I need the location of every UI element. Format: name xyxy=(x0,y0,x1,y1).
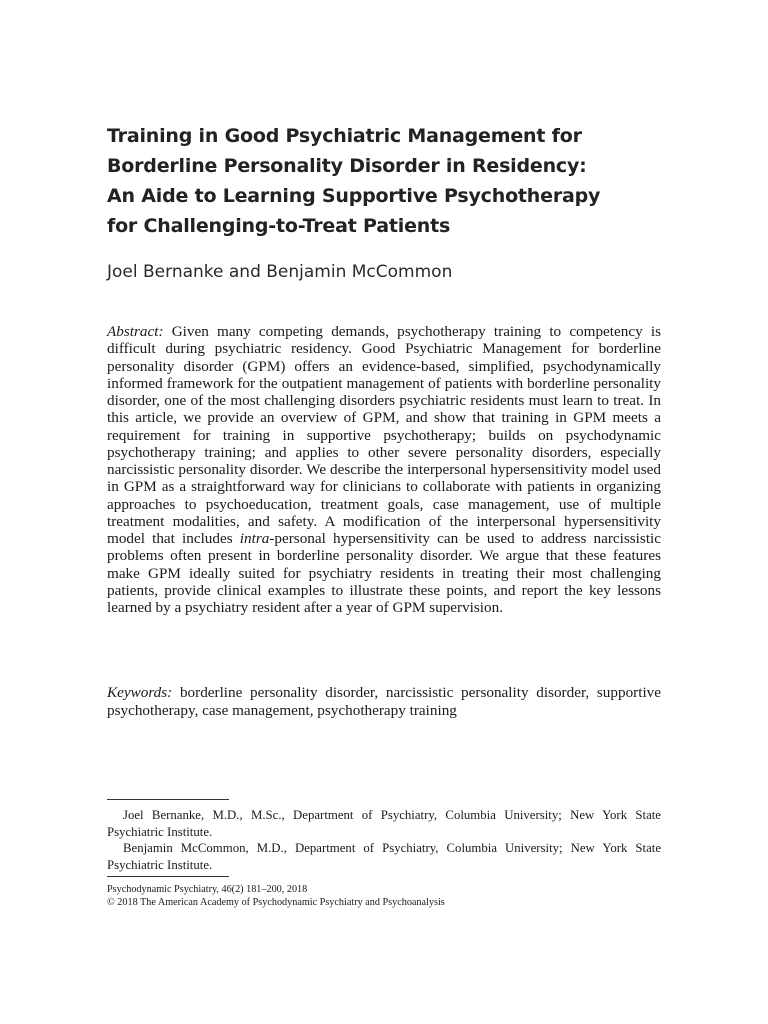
abstract-text-part-1: Given many competing demands, psychotherapy training to competency is difficult during psychiatric residency. Good Psychiatric Management for borderline personality disorder (GPM) offers an evidence-based, simplified, psychodynamically informed framework for the outpatient management of patients with borderline personality disorder, one of the most challenging disorders psychiatric residents must learn to treat. In this article, we provide an overview of GPM, and show that training in GPM meets a requirement for training in supportive psychotherapy; builds on psychodynamic psychotherapy training; and applies to other severe personality disorders, especially narcissistic personality disorder. We describe the interpersonal hypersensitivity model used in GPM as a straightforward way for clinicians to collaborate with patients in organizing approaches to psychoeducation, treatment goals, case management, use of multiple treatment modalities, and safety. A modification of the interpersonal hypersensitivity model that includes xyxy=(107,323,661,547)
abstract-emphasis: intra xyxy=(239,530,270,547)
keywords xyxy=(107,684,661,720)
footnote-divider xyxy=(107,799,229,800)
copyright-notice: © 2018 The American Academy of Psychodynamic Psychiatry and Psychoanalysis xyxy=(107,897,445,908)
citation-divider xyxy=(107,876,229,877)
article-title-line: Borderline Personality Disorder in Residency: xyxy=(107,155,587,177)
journal-reference: Psychodynamic Psychiatry, 46(2) 181–200, 2018 xyxy=(107,884,308,895)
article-title-line: An Aide to Learning Supportive Psychotherapy xyxy=(107,185,601,207)
abstract-text-part-2: -personal hypersensitivity can be used to address narcissistic problems often present in borderline personality disorder. We argue that these features make GPM ideally suited for psychiatry residents in treating their most challenging patients, provide clinical examples to illustrate these points, and report the key lessons learned by a psychiatry resident after a year of GPM supervision. xyxy=(107,530,661,616)
affiliation-footnote: Benjamin McCommon, M.D., Department of Psychiatry, Columbia University; New York State Psychiatric Institute. xyxy=(107,841,661,872)
abstract xyxy=(107,323,661,616)
author-affiliations xyxy=(107,807,661,873)
article-title xyxy=(107,121,667,241)
author-names: Joel Bernanke and Benjamin McCommon xyxy=(107,262,453,282)
keywords-text: borderline personality disorder, narcissistic personality disorder, supportive psychotherapy, case management, psychotherapy training xyxy=(107,684,661,719)
article-title-line: for Challenging-to-Treat Patients xyxy=(107,215,451,237)
journal-citation xyxy=(107,883,661,909)
keywords-label: Keywords: xyxy=(107,684,173,701)
affiliation-footnote: Joel Bernanke, M.D., M.Sc., Department of Psychiatry, Columbia University; New York State Psychiatric Institute. xyxy=(107,808,661,839)
abstract-label: Abstract: xyxy=(107,323,164,340)
article-title-line: Training in Good Psychiatric Management for xyxy=(107,125,582,147)
